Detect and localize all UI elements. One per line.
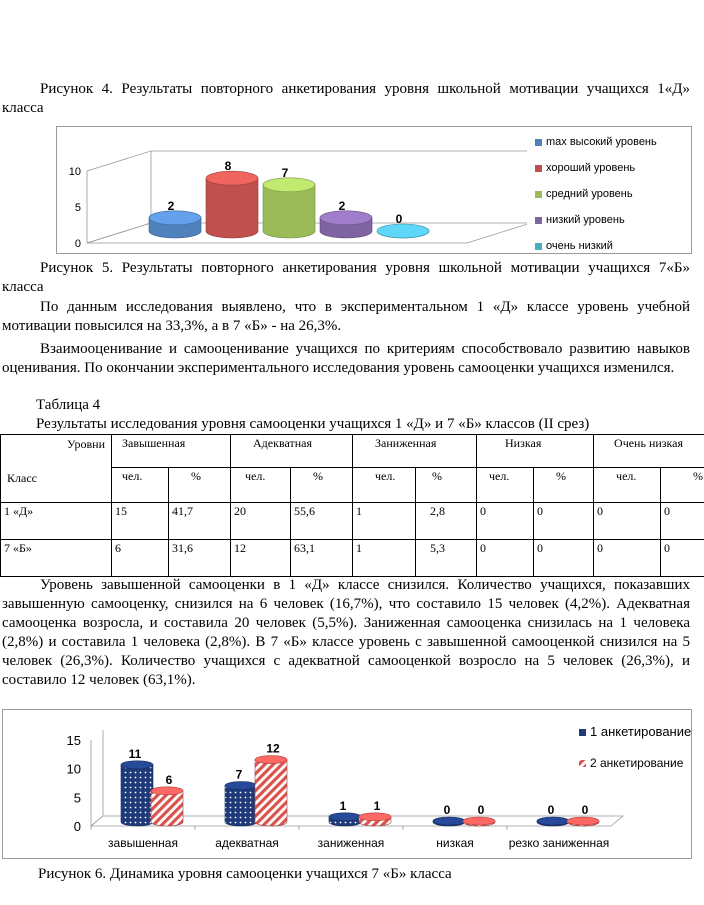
chart-motivation-y-tick-label: 5 <box>74 202 81 214</box>
chart-self-esteem-value-label: 0 <box>547 803 555 817</box>
chart-self-esteem-x-tick-label: резко заниженная <box>508 836 610 850</box>
chart-motivation-legend-item <box>535 155 657 181</box>
chart-self-esteem-bar <box>463 817 495 826</box>
chart-motivation-plot <box>57 127 527 253</box>
chart-self-esteem-dynamics <box>2 709 692 859</box>
table-cell: 15 <box>112 503 169 540</box>
table-subheader: % <box>291 468 353 503</box>
table-row <box>1 503 704 540</box>
table-subheader: чел. <box>231 468 291 503</box>
chart-self-esteem-y-tick-label: 15 <box>66 733 81 748</box>
chart-self-esteem-bar <box>567 817 599 826</box>
chart-motivation-legend <box>535 129 657 259</box>
table-corner-cell <box>1 435 112 503</box>
table-label: Таблица 4 <box>36 397 101 413</box>
chart-self-esteem-value-label: 1 <box>339 798 347 813</box>
table-cell: 1 <box>353 540 416 577</box>
table-cell: 0 <box>661 503 704 540</box>
chart-self-esteem-plot <box>3 710 691 858</box>
figure-4-caption: Рисунок 4. Результаты повторного анкетирования уровня школьной мотивации учащихся 1«Д» класса <box>2 81 690 116</box>
chart-self-esteem-bar <box>255 756 287 826</box>
table-cell: 0 <box>661 540 704 577</box>
self-esteem-table <box>0 434 704 577</box>
chart-self-esteem-bar <box>151 787 183 826</box>
chart-self-esteem-x-tick-label: заниженная <box>317 836 385 850</box>
table-row-label: 7 «Б» <box>1 540 112 577</box>
chart-motivation-y-tick-label: 0 <box>74 238 81 250</box>
table-group-header: Завышенная <box>112 435 231 468</box>
chart-self-esteem-bar <box>329 813 361 826</box>
chart-motivation-value-label: 8 <box>224 159 232 174</box>
chart-self-esteem-value-label: 1 <box>373 798 381 813</box>
table-cell: 0 <box>594 503 661 540</box>
table-corner-levels: Уровни <box>67 437 105 451</box>
chart-motivation-legend-item <box>535 233 657 259</box>
chart-self-esteem-x-tick-label: адекватная <box>215 836 279 850</box>
table-cell: 5,3 <box>416 540 477 577</box>
chart-self-esteem-bar <box>433 817 465 826</box>
table-cell: 0 <box>477 540 534 577</box>
chart-self-esteem-value-label: 0 <box>477 803 485 817</box>
table-group-header: Очень низкая <box>594 435 704 468</box>
table-cell: 41,7 <box>169 503 231 540</box>
chart-self-esteem-y-tick-label: 0 <box>73 819 81 834</box>
table-header-row <box>1 435 704 468</box>
table-subheader: % <box>534 468 594 503</box>
legend-label: хороший уровень <box>546 162 636 174</box>
chart-motivation-value-label: 2 <box>167 198 175 213</box>
legend-swatch <box>535 217 542 224</box>
chart-motivation-bar <box>149 211 201 238</box>
figure-5-caption: Рисунок 5. Результаты повторного анкетирования уровня школьной мотивации учащихся 7«Б» класса <box>2 260 690 295</box>
chart-motivation-value-label: 0 <box>395 212 403 226</box>
chart-self-esteem-value-label: 0 <box>443 803 451 817</box>
table-cell: 63,1 <box>291 540 353 577</box>
table-cell: 6 <box>112 540 169 577</box>
chart-self-esteem-side-wall <box>91 730 103 826</box>
table-subheader: чел. <box>477 468 534 503</box>
chart-self-esteem-y-tick-label: 10 <box>66 761 81 777</box>
table-subheader: чел. <box>594 468 661 503</box>
table-cell: 2,8 <box>416 503 477 540</box>
table-cell: 0 <box>594 540 661 577</box>
table-group-header: Адекватная <box>231 435 353 468</box>
chart-motivation-legend-item <box>535 207 657 233</box>
chart-motivation-value-label: 7 <box>281 165 289 180</box>
chart-self-esteem-legend-swatch <box>579 729 586 736</box>
paragraph-motivation-result: По данным исследования выявлено, что в экспериментальном 1 «Д» классе уровень учебной мотивации повысился на 33,3%, а в 7 «Б» - на 26,3%. <box>2 299 690 334</box>
legend-swatch <box>535 139 542 146</box>
chart-self-esteem-value-label: 0 <box>581 803 589 817</box>
chart-motivation-bar <box>263 178 315 238</box>
table-subheader: % <box>661 468 704 503</box>
chart-motivation <box>56 126 692 254</box>
chart-self-esteem-value-label: 11 <box>128 746 142 761</box>
paragraph-self-esteem-analysis: Уровень завышенной самооценки в 1 «Д» классе снизился. Количество учащихся, показавших завышенную самооценку, снизился на 6 человек (16,7%), что составило 15 человек (4,2%). Адекватная самооценка возросла, и составила 20 человек (5,5%). Заниженная самооценка снизилась на 1 человека (2,8%) и составила 1 человека (2,8%). В 7 «Б» классе уровень с завышенной самооценкой снизился на 5 человек (26,3%). Количество учащихся с адекватной самооценкой возросло на 5 человек (26,3%), и составило 12 человек (63,1%). <box>2 577 690 688</box>
chart-self-esteem-value-label: 7 <box>235 767 243 782</box>
chart-self-esteem-legend-label: 2 анкетирование <box>590 756 684 770</box>
table-title: Результаты исследования уровня самооценки учащихся 1 «Д» и 7 «Б» классов (II срез) <box>36 416 590 432</box>
chart-self-esteem-bar <box>359 813 391 826</box>
table-cell: 0 <box>534 503 594 540</box>
table-group-header: Заниженная <box>353 435 477 468</box>
chart-self-esteem-y-tick-label: 5 <box>73 790 81 806</box>
chart-motivation-bar <box>377 224 429 238</box>
legend-label: низкий уровень <box>546 214 625 226</box>
chart-self-esteem-bar <box>121 761 153 826</box>
table-subheader: чел. <box>353 468 416 503</box>
table-row-label: 1 «Д» <box>1 503 112 540</box>
table-row <box>1 540 704 577</box>
legend-swatch <box>535 191 542 198</box>
table-subheader: чел. <box>112 468 169 503</box>
table-cell: 0 <box>534 540 594 577</box>
table-cell: 12 <box>231 540 291 577</box>
chart-motivation-value-label: 2 <box>338 198 346 213</box>
chart-self-esteem-bar <box>225 782 257 826</box>
legend-label: max высокий уровень <box>546 136 657 148</box>
chart-motivation-bar <box>320 211 372 238</box>
chart-motivation-legend-item <box>535 129 657 155</box>
legend-swatch <box>535 243 542 250</box>
chart-motivation-legend-item <box>535 181 657 207</box>
table-cell: 31,6 <box>169 540 231 577</box>
table-group-header: Низкая <box>477 435 594 468</box>
chart-motivation-side-wall <box>87 151 151 243</box>
table-cell: 20 <box>231 503 291 540</box>
table-cell: 0 <box>477 503 534 540</box>
table-subheader: % <box>169 468 231 503</box>
table-cell: 55,6 <box>291 503 353 540</box>
legend-swatch <box>535 165 542 172</box>
chart-motivation-y-tick-label: 10 <box>68 166 81 178</box>
chart-self-esteem-x-tick-label: низкая <box>436 836 474 850</box>
chart-motivation-bar <box>206 171 258 238</box>
chart-self-esteem-bar <box>537 817 569 826</box>
table-cell: 1 <box>353 503 416 540</box>
table-subheader: % <box>416 468 477 503</box>
chart-self-esteem-x-tick-label: завышенная <box>108 836 178 850</box>
chart-self-esteem-legend-swatch <box>579 760 586 767</box>
chart-self-esteem-value-label: 6 <box>165 772 173 787</box>
paragraph-self-assessment: Взаимооценивание и самооценивание учащихся по критериям способствовало развитию навыков оценивания. По окончании экспериментального исследования уровень самооценки учащихся изменился. <box>2 341 690 376</box>
figure-6-caption: Рисунок 6. Динамика уровня самооценки учащихся 7 «Б» класса <box>38 866 452 882</box>
legend-label: средний уровень <box>546 188 633 200</box>
chart-self-esteem-legend-label: 1 анкетирование <box>590 724 691 739</box>
legend-label: очень низкий <box>546 240 613 252</box>
chart-self-esteem-value-label: 12 <box>266 741 280 756</box>
table-corner-class: Класс <box>7 471 37 485</box>
